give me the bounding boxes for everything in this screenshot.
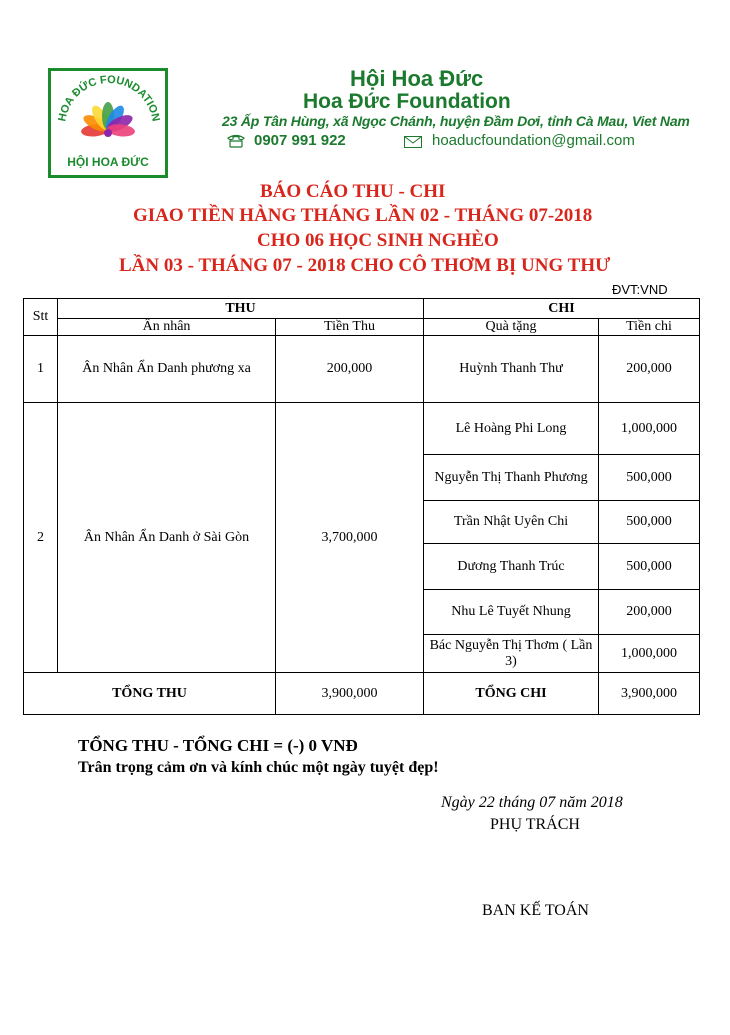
row-recipient: Bác Nguyễn Thị Thơm ( Lần 3)	[424, 635, 599, 673]
phone-icon	[226, 134, 246, 148]
report-subtitle-1: GIAO TIỀN HÀNG THÁNG LẦN 02 - THÁNG 07-2018	[133, 205, 593, 226]
org-name-english: Hoa Đức Foundation	[303, 90, 511, 113]
report-date: Ngày 22 tháng 07 năm 2018	[441, 794, 623, 811]
total-income-label: TỔNG THU	[24, 673, 276, 715]
row-amount-out: 200,000	[599, 336, 700, 403]
row-recipient: Huỳnh Thanh Thư	[424, 336, 599, 403]
phone-number: 0907 991 922	[254, 132, 346, 149]
row-stt: 1	[24, 336, 58, 403]
row-donor: Ân Nhân Ẩn Danh ở Sài Gòn	[58, 403, 276, 673]
row-amount-out: 500,000	[599, 544, 700, 590]
row-donor: Ân Nhân Ẩn Danh phương xa	[58, 336, 276, 403]
table-row	[24, 336, 700, 403]
header-amount-out: Tiền chi	[599, 319, 700, 336]
row-recipient: Nhu Lê Tuyết Nhung	[424, 590, 599, 635]
row-amount-in: 3,700,000	[276, 403, 424, 673]
logo-arc-text: HOA ĐỨC FOUNDATION	[56, 73, 162, 123]
report-title: BÁO CÁO THU - CHI	[260, 181, 446, 202]
row-amount-out: 500,000	[599, 455, 700, 501]
header-amount-in: Tiền Thu	[276, 319, 424, 336]
row-amount-out: 500,000	[599, 501, 700, 544]
row-amount-out: 1,000,000	[599, 403, 700, 455]
lotus-center	[104, 129, 112, 137]
row-amount-in: 200,000	[276, 336, 424, 403]
row-recipient: Trần Nhật Uyên Chi	[424, 501, 599, 544]
total-income-value: 3,900,000	[276, 673, 424, 715]
balance-summary: TỔNG THU - TỔNG CHI = (-) 0 VNĐ	[78, 736, 358, 755]
header-stt: Stt	[24, 299, 58, 336]
total-expense-value: 3,900,000	[599, 673, 700, 715]
report-subtitle-3: LẦN 03 - THÁNG 07 - 2018 CHO CÔ THƠM BỊ UNG THƯ	[119, 255, 611, 276]
header-gift: Quà tặng	[424, 319, 599, 336]
row-stt: 2	[24, 403, 58, 673]
org-name-vietnamese: Hội Hoa Đức	[350, 66, 484, 91]
table-row	[24, 403, 700, 455]
row-recipient: Dương Thanh Trúc	[424, 544, 599, 590]
row-recipient: Lê Hoàng Phi Long	[424, 403, 599, 455]
foundation-logo	[48, 68, 168, 178]
email-address[interactable]: hoaducfoundation@gmail.com	[432, 132, 635, 149]
row-amount-out: 200,000	[599, 590, 700, 635]
report-subtitle-2: CHO 06 HỌC SINH NGHÈO	[257, 230, 499, 251]
total-expense-label: TỔNG CHI	[424, 673, 599, 715]
header-donor: Ân nhân	[58, 319, 276, 336]
header-expense: CHI	[424, 299, 700, 319]
currency-unit: ĐVT:VND	[612, 282, 668, 297]
row-amount-out: 1,000,000	[599, 635, 700, 673]
accounting-label: BAN KẾ TOÁN	[482, 902, 589, 919]
row-recipient: Nguyễn Thị Thanh Phương	[424, 455, 599, 501]
totals-row	[24, 673, 700, 715]
header-income: THU	[58, 299, 424, 319]
mail-icon	[404, 136, 422, 148]
income-expense-table	[23, 298, 700, 715]
logo-bottom-text: HỘI HOA ĐỨC	[67, 155, 149, 169]
lotus-petals	[81, 102, 136, 138]
responsible-label: PHỤ TRÁCH	[490, 816, 580, 833]
thank-you-note: Trân trọng cảm ơn và kính chúc một ngày tuyệt đẹp!	[78, 759, 439, 776]
org-address: 23 Ấp Tân Hùng, xã Ngọc Chánh, huyện Đầm Dơi, tỉnh Cà Mau, Viet Nam	[222, 113, 690, 129]
